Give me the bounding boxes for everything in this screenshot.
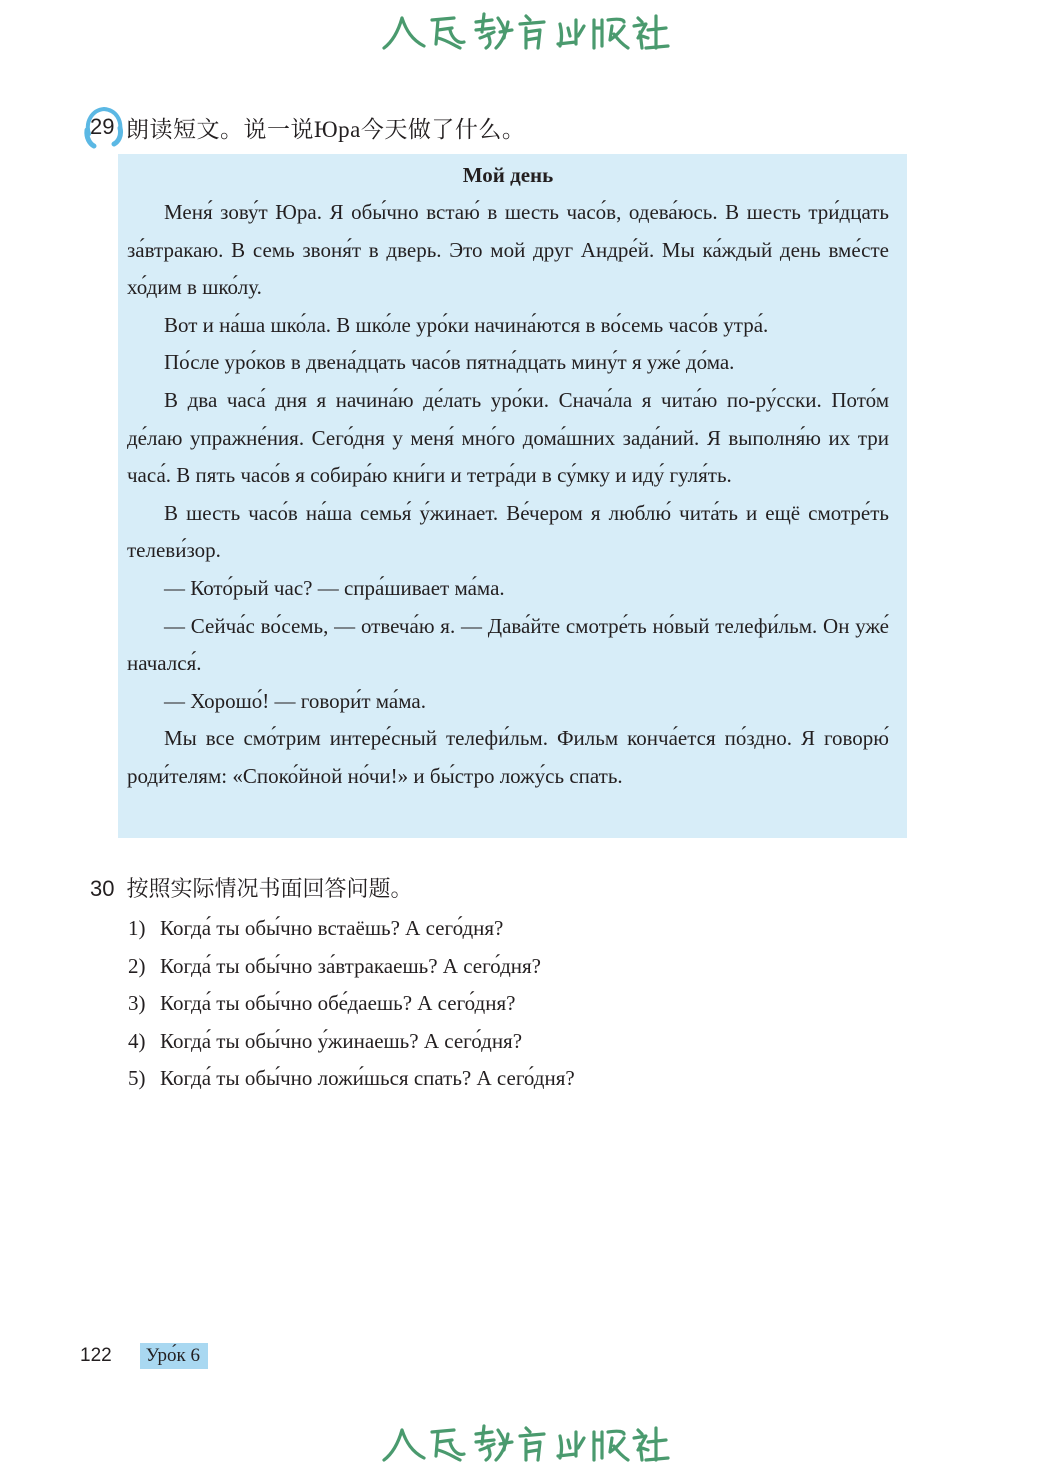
page-number: 122 bbox=[80, 1345, 112, 1366]
question-text: Когда́ ты обы́чно ложи́шься спать? А сего́дня? bbox=[160, 1066, 575, 1090]
list-item bbox=[128, 1023, 575, 1061]
calligraphy-logo-icon bbox=[380, 8, 670, 52]
reading-paragraph: Меня́ зову́т Юра. Я обы́чно встаю́ в шесть часо́в, одева́юсь. В шесть три́дцать за́втракаю. В семь звоня́т в дверь. Это мой друг Андре́й. Мы ка́ждый день вме́сте хо́дим в шко́лу. bbox=[127, 200, 889, 300]
audio-exercise-badge bbox=[82, 104, 126, 150]
list-item bbox=[128, 985, 575, 1023]
question-text: Когда́ ты обы́чно встаёшь? А сего́дня? bbox=[160, 916, 504, 940]
page-footer bbox=[80, 1342, 208, 1370]
question-text: Когда́ ты обы́чно обе́даешь? А сего́дня? bbox=[160, 991, 516, 1015]
question-text: Когда́ ты обы́чно у́жинаешь? А сего́дня? bbox=[160, 1028, 523, 1053]
publisher-logo-bottom bbox=[380, 1420, 670, 1464]
exercise-number: 29 bbox=[90, 114, 115, 139]
question-number: 5) bbox=[128, 1066, 146, 1090]
question-list bbox=[128, 910, 575, 1098]
reading-title: Мой день bbox=[462, 163, 554, 187]
list-item bbox=[128, 1060, 575, 1098]
reading-paragraph: — Кото́рый час? — спра́шивает ма́ма. bbox=[164, 575, 505, 600]
reading-paragraph: По́сле уро́ков в двена́дцать часо́в пятна́дцать мину́т я уже́ до́ма. bbox=[164, 350, 735, 375]
question-number: 3) bbox=[128, 991, 146, 1015]
reading-text-box bbox=[118, 154, 907, 838]
lesson-tag: Уро́к 6 bbox=[140, 1343, 208, 1369]
exercise-instruction: 朗读短文。说一说Юра今天做了什么。 bbox=[126, 116, 526, 142]
list-item bbox=[128, 948, 575, 986]
calligraphy-logo-icon bbox=[380, 1420, 670, 1464]
exercise-instruction: 按照实际情况书面回答问题。 bbox=[126, 876, 413, 901]
question-number: 4) bbox=[128, 1028, 146, 1053]
exercise-number: 30 bbox=[90, 876, 115, 901]
reading-paragraph: — Сейча́с во́семь, — отвеча́ю я. — Дава́йте смотре́ть но́вый телефи́льм. Он уже́ начался́. bbox=[127, 613, 889, 676]
reading-paragraph: — Хорошо́! — говори́т ма́ма. bbox=[164, 688, 426, 713]
exercise-29-header bbox=[82, 104, 525, 150]
reading-paragraph: Вот и на́ша шко́ла. В шко́ле уро́ки начина́ются в во́семь часо́в утра́. bbox=[164, 312, 769, 337]
list-item bbox=[128, 910, 575, 948]
reading-paragraph: Мы все смо́трим интере́сный телефи́льм. Фильм конча́ется по́здно. Я говорю́ роди́телям: «Споко́йной но́чи!» и бы́стро ложу́сь спать. bbox=[127, 726, 889, 788]
question-number: 1) bbox=[128, 916, 146, 940]
reading-paragraph: В два часа́ дня я начина́ю де́лать уро́ки. Снача́ла я чита́ю по-ру́сски. Пото́м де́лаю упражне́ния. Сего́дня у меня́ мно́го дома́шних зада́ний. Я выполня́ю их три часа́. В пять часо́в я собира́ю кни́ги и тетра́ди в су́мку и иду́ гуля́ть. bbox=[127, 387, 889, 488]
question-text: Когда́ ты обы́чно за́втракаешь? А сего́дня? bbox=[160, 953, 541, 978]
reading-paragraph: В шесть часо́в на́ша семья́ у́жинает. Ве́чером я люблю́ чита́ть и ещё смотре́ть телеви́зор. bbox=[127, 500, 889, 563]
exercise-30-header bbox=[90, 874, 413, 904]
question-number: 2) bbox=[128, 953, 146, 978]
publisher-logo-top bbox=[380, 8, 670, 52]
